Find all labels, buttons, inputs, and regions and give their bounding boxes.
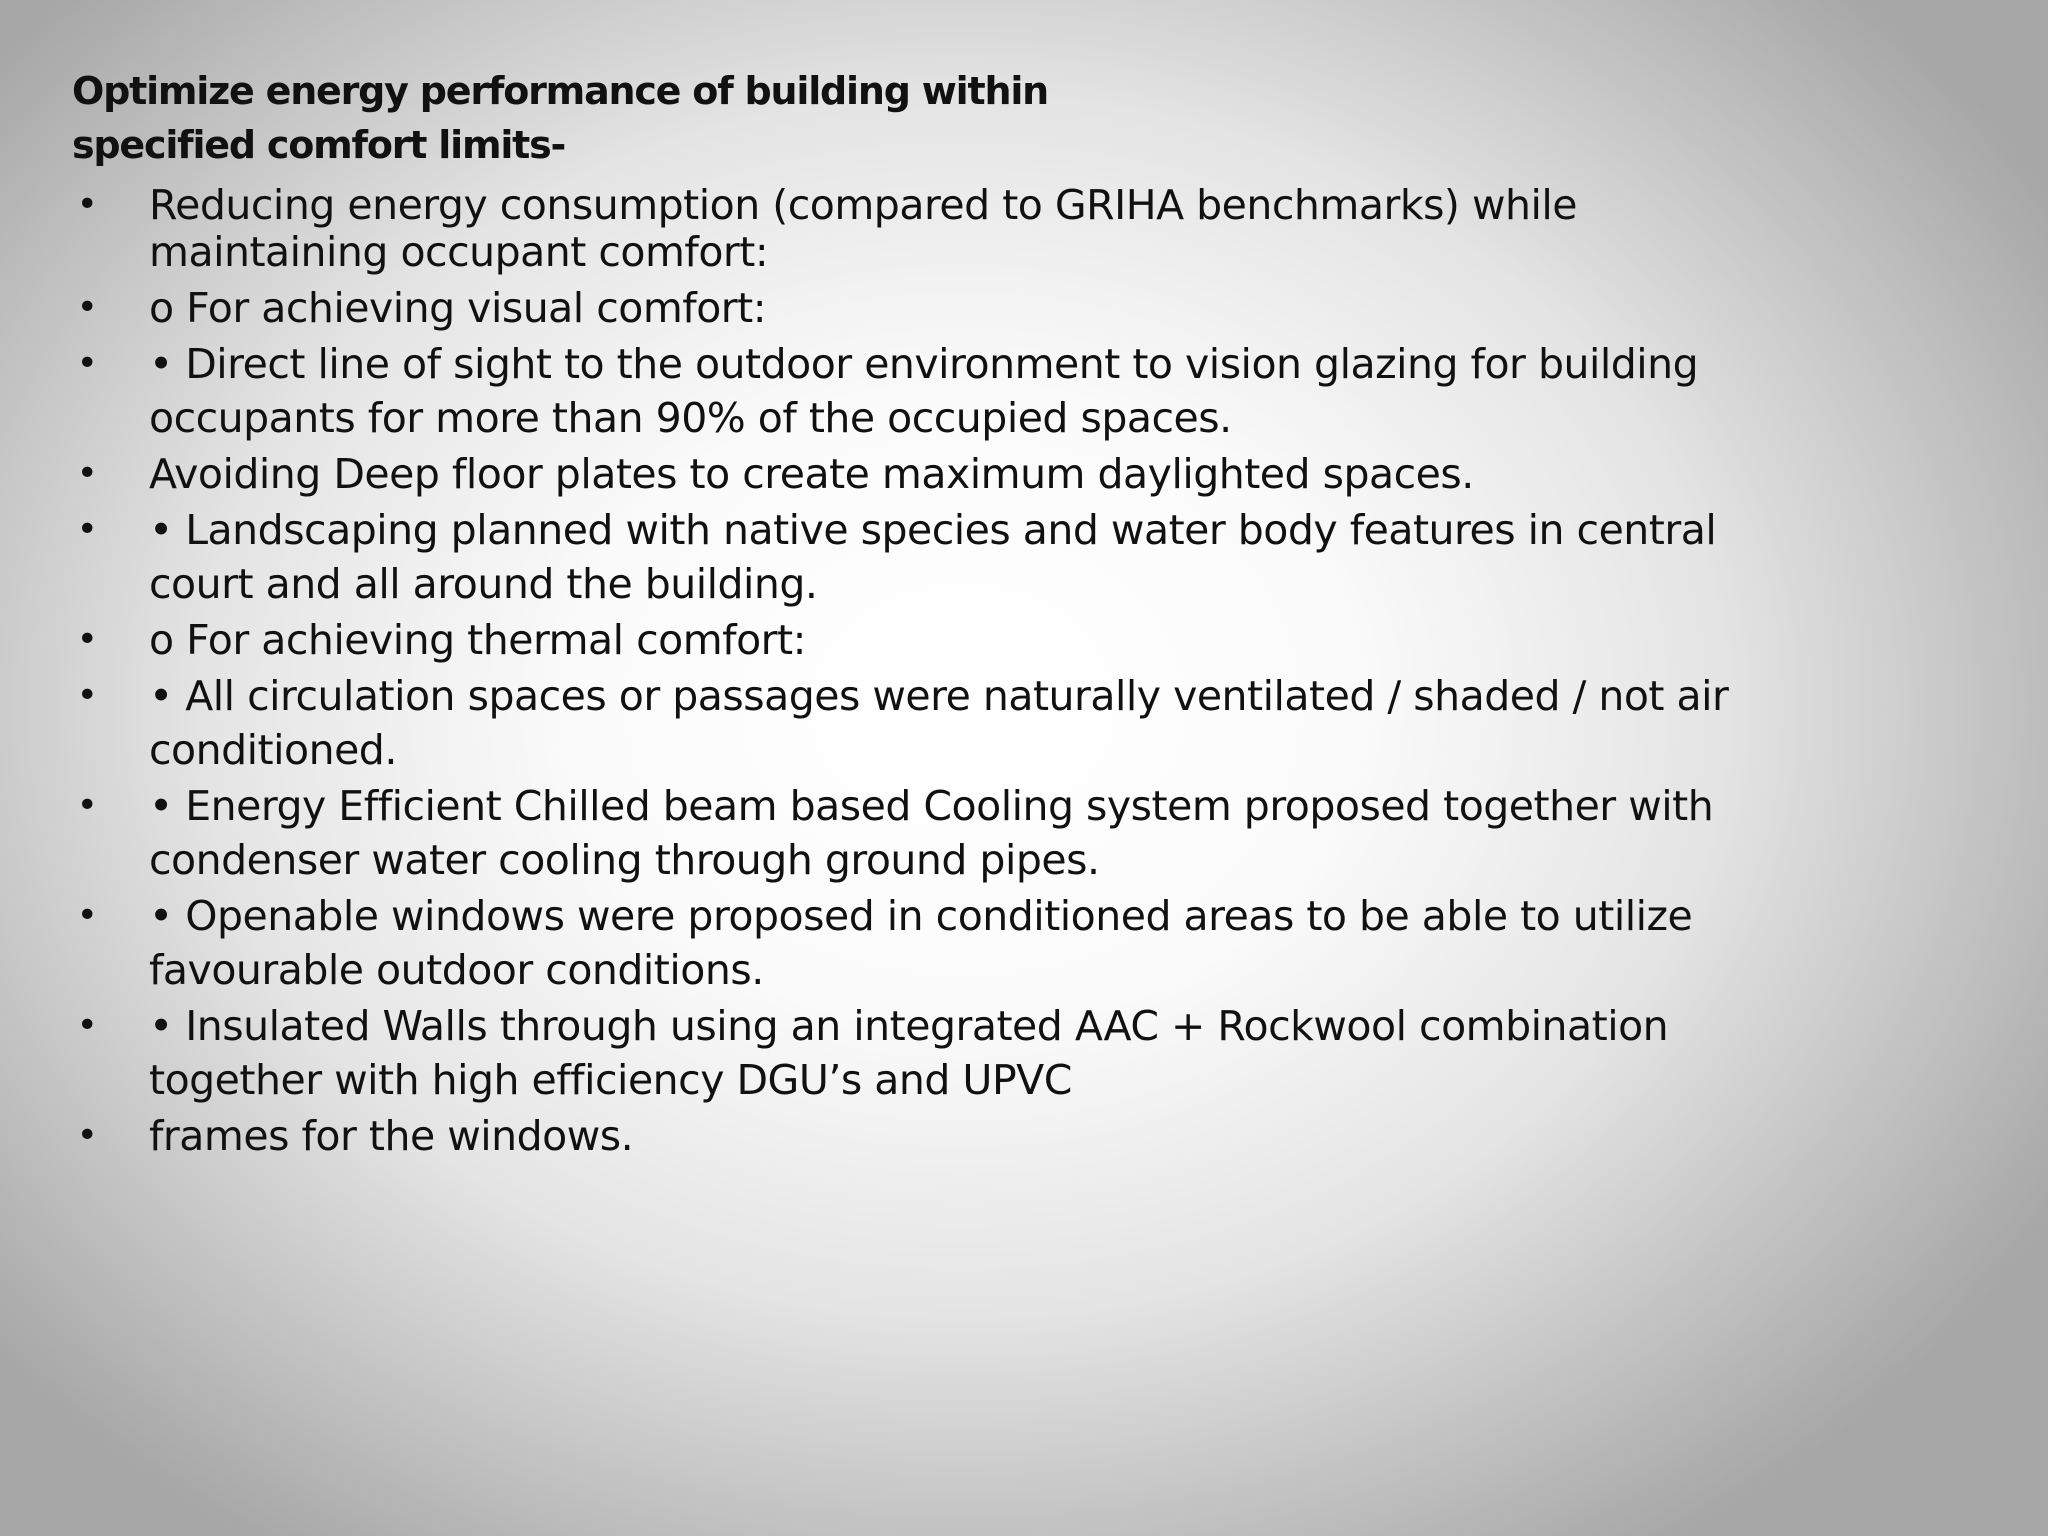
list-item-text (149, 180, 1972, 277)
list-item-line: favourable outdoor conditions. (149, 946, 764, 994)
list-item-text (149, 505, 1972, 609)
list-item (72, 615, 1972, 665)
bullet-icon: • (76, 287, 98, 328)
list-item-text (149, 781, 1972, 885)
bullet-icon: • (76, 785, 98, 826)
list-item-text (149, 283, 1972, 333)
list-item-line: frames for the windows. (149, 1112, 634, 1160)
list-item-line: o For achieving visual comfort: (149, 284, 767, 332)
list-item-text (149, 671, 1972, 775)
list-item (72, 449, 1972, 499)
list-item-line: • Energy Efficient Chilled beam based Cooling system proposed together with (149, 782, 1714, 830)
list-item-line: • All circulation spaces or passages were naturally ventilated / shaded / not air (149, 672, 1729, 720)
bullet-icon: • (76, 509, 98, 550)
heading-line-1: Optimize energy performance of building within (72, 69, 1048, 113)
list-item-text (149, 615, 1972, 665)
list-item (72, 1111, 1972, 1161)
list-item (72, 671, 1972, 775)
list-item-line: condenser water cooling through ground pipes. (149, 836, 1100, 884)
bullet-icon: • (76, 675, 98, 716)
bullet-icon: • (76, 619, 98, 660)
list-item (72, 283, 1972, 333)
list-item-line: conditioned. (149, 726, 397, 774)
list-item-line: • Landscaping planned with native species and water body features in central (149, 506, 1717, 554)
bullet-icon: • (76, 1005, 98, 1046)
slide-content (72, 64, 1972, 1167)
list-item-line: Reducing energy consumption (compared to GRIHA benchmarks) while (149, 181, 1577, 229)
bullet-icon: • (76, 184, 98, 225)
list-item-line: Avoiding Deep floor plates to create maximum daylighted spaces. (149, 450, 1474, 498)
list-item-line: • Openable windows were proposed in conditioned areas to be able to utilize (149, 892, 1693, 940)
list-item-text (149, 1001, 1972, 1105)
slide-heading (72, 64, 1972, 172)
list-item-line: • Insulated Walls through using an integrated AAC + Rockwool combination (149, 1002, 1669, 1050)
list-item-line: maintaining occupant comfort: (149, 228, 769, 276)
list-item-text (149, 339, 1972, 443)
list-item-line: occupants for more than 90% of the occupied spaces. (149, 394, 1232, 442)
list-item-line: • Direct line of sight to the outdoor environment to vision glazing for building (149, 340, 1699, 388)
list-item-text (149, 891, 1972, 995)
list-item-line: together with high efficiency DGU’s and UPVC (149, 1056, 1072, 1104)
bullet-list (72, 180, 1972, 1161)
list-item (72, 1001, 1972, 1105)
list-item (72, 891, 1972, 995)
list-item-line: o For achieving thermal comfort: (149, 616, 806, 664)
list-item-line: court and all around the building. (149, 560, 818, 608)
bullet-icon: • (76, 453, 98, 494)
list-item (72, 180, 1972, 277)
heading-line-2: specified comfort limits- (72, 123, 566, 167)
list-item (72, 505, 1972, 609)
list-item (72, 781, 1972, 885)
bullet-icon: • (76, 1115, 98, 1156)
list-item-text (149, 449, 1972, 499)
list-item-text (149, 1111, 1972, 1161)
bullet-icon: • (76, 343, 98, 384)
bullet-icon: • (76, 895, 98, 936)
list-item (72, 339, 1972, 443)
